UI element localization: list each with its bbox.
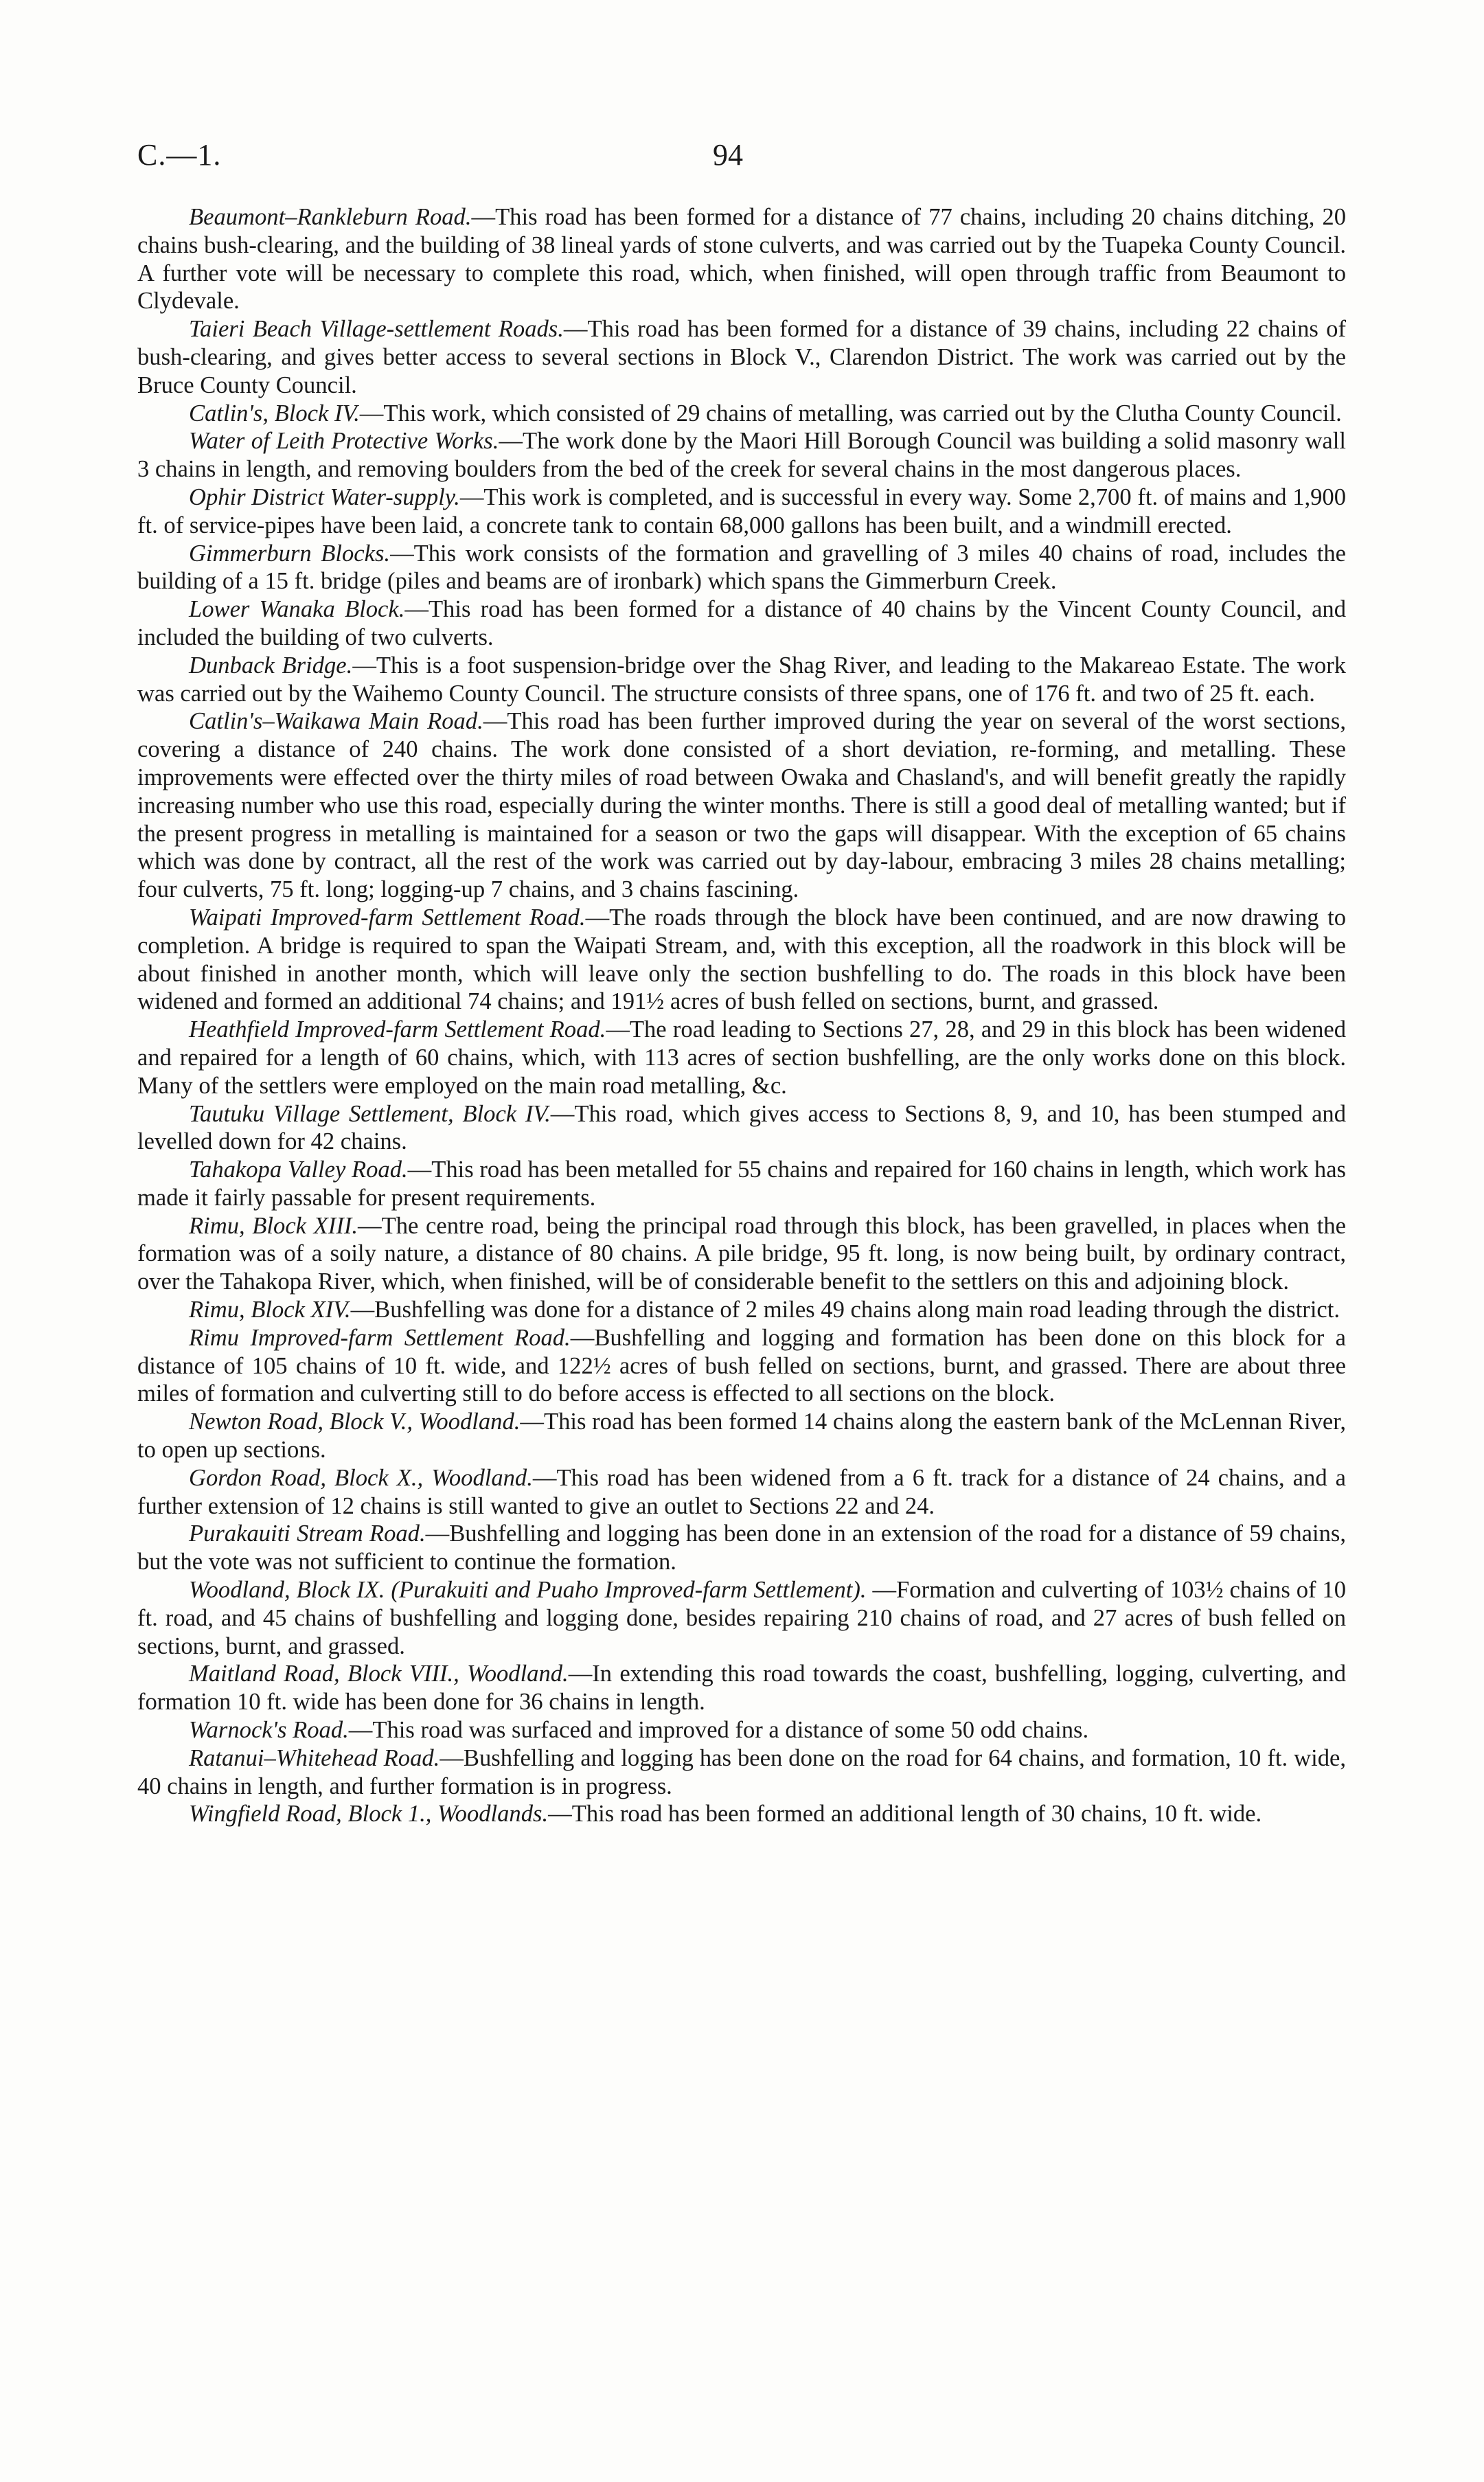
report-entry xyxy=(137,1464,1346,1521)
entry-title: Woodland, Block IX. (Purakuiti and Puaho Improved-farm Settlement). xyxy=(189,1577,867,1604)
report-entry xyxy=(137,1408,1346,1464)
entry-text: —Formation and culverting of 103½ chains of 10 ft. road, and 45 chains of bushfelling and logging done, besides repairing 210 chains of road, and 27 acres of bush felled on sections, burnt, and grassed. xyxy=(137,1577,1346,1659)
entry-title: Rimu Improved-farm Settlement Road. xyxy=(189,1324,571,1351)
page-number: 94 xyxy=(713,138,743,172)
report-entry xyxy=(137,1100,1346,1157)
entry-title: Water of Leith Protective Works. xyxy=(189,428,499,455)
entry-title: Tautuku Village Settlement, Block IV. xyxy=(189,1100,551,1127)
entry-text: —Bushfelling and logging and formation has been done on this block for a distance of 105 chains of 10 ft. wide, and 122½ acres of bush felled on sections, burnt, and grassed. There are about three miles of formation and culverting still to do before access is effected to all sections on the block. xyxy=(137,1324,1346,1407)
entry-title: Gordon Road, Block X., Woodland. xyxy=(189,1464,533,1491)
report-entry xyxy=(137,400,1346,428)
entry-title: Rimu, Block XIII. xyxy=(189,1212,358,1239)
entry-text: —This road has been formed an additional length of 30 chains, 10 ft. wide. xyxy=(548,1801,1262,1828)
entry-title: Gimmerburn Blocks. xyxy=(189,540,391,567)
entry-text: —This work, which consisted of 29 chains of metalling, was carried out by the Clutha County Council. xyxy=(359,400,1342,426)
entry-title: Tahakopa Valley Road. xyxy=(189,1157,408,1183)
entry-text: —This road has been formed for a distance of 77 chains, including 20 chains ditching, 20 chains bush-clearing, and the building of 38 lineal yards of stone culverts, and was carried out by the Tuapeka County Council. A further vote will be necessary to complete this road, which, when finished, will open through traffic from Beaumont to Clydevale. xyxy=(137,204,1346,315)
report-entry xyxy=(137,1520,1346,1576)
entry-text: —This road has been metalled for 55 chains and repaired for 160 chains in length, which work has made it fairly passable for present requirements. xyxy=(137,1157,1346,1211)
entry-text: —In extending this road towards the coast, bushfelling, logging, culverting, and formation 10 ft. wide has been done for 36 chains in length. xyxy=(137,1661,1346,1716)
entry-text: —The work done by the Maori Hill Borough Council was building a solid masonry wall 3 chains in length, and removing boulders from the bed of the creek for several chains in the most dangerous places. xyxy=(137,428,1346,483)
entry-text: —This road has been further improved during the year on several of the worst sections, covering a distance of 240 chains. The work done consisted of a short deviation, re-forming, and metalling. These improvements were effected over the thirty miles of road between Owaka and Chasland's, and will benefit greatly the rapidly increasing number who use this road, especially during the winter months. There is still a good deal of metalling wanted; but if the present progress in metalling is maintained for a season or two the gaps will disappear. With the exception of 65 chains which was done by contract, all the rest of the work was carried out by day-labour, embracing 3 miles 28 chains metalling; four culverts, 75 ft. long; logging-up 7 chains, and 3 chains fascining. xyxy=(137,708,1347,903)
entry-title: Purakauiti Stream Road. xyxy=(189,1521,426,1547)
page-header xyxy=(137,137,1346,185)
report-entry xyxy=(137,427,1346,483)
report-entry xyxy=(137,1324,1346,1408)
document-reference: C.—1. xyxy=(137,138,222,172)
entry-title: Maitland Road, Block VIII., Woodland. xyxy=(189,1661,569,1687)
entry-text: —This work is completed, and is successful in every way. Some 2,700 ft. of mains and 1,900 ft. of service-pipes have been laid, a concrete tank to contain 68,000 gallons has been built, and a windmill erected. xyxy=(137,483,1346,538)
report-entry xyxy=(137,1744,1346,1801)
entry-title: Waipati Improved-farm Settlement Road. xyxy=(189,904,586,931)
report-entry xyxy=(137,707,1346,904)
entry-text: —Bushfelling and logging has been done on the road for 64 chains, and formation, 10 ft. wide, 40 chains in length, and further formation is in progress. xyxy=(137,1744,1346,1799)
report-entry xyxy=(137,203,1346,315)
report-entry xyxy=(137,1156,1346,1212)
report-entry xyxy=(137,904,1346,1016)
entry-text: —This road has been formed for a distance of 40 chains by the Vincent County Council, and included the building of two culverts. xyxy=(137,596,1346,650)
entry-text: —Bushfelling was done for a distance of 2 miles 49 chains along main road leading through the district. xyxy=(350,1297,1340,1323)
entry-text: —This road has been widened from a 6 ft. track for a distance of 24 chains, and a further extension of 12 chains is still wanted to give an outlet to Sections 22 and 24. xyxy=(137,1464,1347,1519)
report-entry xyxy=(137,1212,1346,1296)
entry-text: —This is a foot suspension-bridge over the Shag River, and leading to the Makareao Estate. The work was carried out by the Waihemo County Council. The structure consists of three spans, one of 176 ft. and two of 25 ft. each. xyxy=(137,652,1346,707)
entry-title: Beaumont–Rankleburn Road. xyxy=(189,204,472,230)
entry-title: Catlin's–Waikawa Main Road. xyxy=(189,708,483,735)
entry-text: —The centre road, being the principal road through this block, has been gravelled, in places when the formation was of a soily nature, a distance of 80 chains. A pile bridge, 95 ft. long, is now being built, by ordinary contract, over the Tahakopa River, which, when finished, will be of considerable benefit to the settlers on this and adjoining block. xyxy=(137,1212,1346,1295)
entry-text: —Bushfelling and logging has been done in an extension of the road for a distance of 59 chains, but the vote was not sufficient to continue the formation. xyxy=(137,1521,1346,1575)
report-entry xyxy=(137,1016,1346,1100)
entry-title: Rimu, Block XIV. xyxy=(189,1297,351,1323)
entry-title: Catlin's, Block IV. xyxy=(189,400,360,426)
entry-title: Ratanui–Whitehead Road. xyxy=(189,1744,440,1771)
report-entry xyxy=(137,1296,1346,1324)
entry-title: Lower Wanaka Block. xyxy=(189,596,405,623)
report-entry xyxy=(137,1716,1346,1744)
report-entry xyxy=(137,652,1346,708)
report-entry xyxy=(137,1660,1346,1716)
entry-title: Heathfield Improved-farm Settlement Road. xyxy=(189,1016,606,1043)
entry-title: Warnock's Road. xyxy=(189,1717,349,1744)
entry-text: —This work consists of the formation and gravelling of 3 miles 40 chains of road, includes the building of a 15 ft. bridge (piles and beams are of ironbark) which spans the Gimmerburn Creek. xyxy=(137,540,1346,595)
report-entry xyxy=(137,1800,1346,1828)
entry-text: —The road leading to Sections 27, 28, and 29 in this block has been widened and repaired for a length of 60 chains, which, with 113 acres of section bushfelling, are the only works done on this block. Many of the settlers were employed on the main road metalling, &c. xyxy=(137,1016,1347,1099)
entry-title: Wingfield Road, Block 1., Woodlands. xyxy=(189,1801,549,1828)
report-entry xyxy=(137,1576,1346,1660)
entry-text: —This road has been formed 14 chains along the eastern bank of the McLennan River, to open up sections. xyxy=(137,1409,1346,1464)
report-entry xyxy=(137,315,1346,399)
report-entry xyxy=(137,540,1346,596)
entry-text: —The roads through the block have been continued, and are now drawing to completion. A bridge is required to span the Waipati Stream, and, with this exception, all the roadwork in this block will be about finished in another month, which will leave only the section bushfelling to do. The roads in this block have been widened and formed an additional 74 chains; and 191½ acres of bush felled on sections, burnt, and grassed. xyxy=(137,904,1346,1015)
entry-title: Newton Road, Block V., Woodland. xyxy=(189,1409,521,1435)
report-entry xyxy=(137,483,1346,540)
entry-title: Dunback Bridge. xyxy=(189,652,353,679)
report-entry xyxy=(137,595,1346,652)
entry-title: Taieri Beach Village-settlement Roads. xyxy=(189,316,564,343)
entry-title: Ophir District Water-supply. xyxy=(189,483,460,510)
report-body xyxy=(137,203,1346,1828)
entry-text: —This road, which gives access to Sections 8, 9, and 10, has been stumped and levelled down for 42 chains. xyxy=(137,1100,1346,1155)
entry-text: —This road was surfaced and improved for a distance of some 50 odd chains. xyxy=(348,1717,1089,1744)
entry-text: —This road has been formed for a distance of 39 chains, including 22 chains of bush-clearing, and gives better access to several sections in Block V., Clarendon District. The work was carried out by the Bruce County Council. xyxy=(137,316,1346,398)
